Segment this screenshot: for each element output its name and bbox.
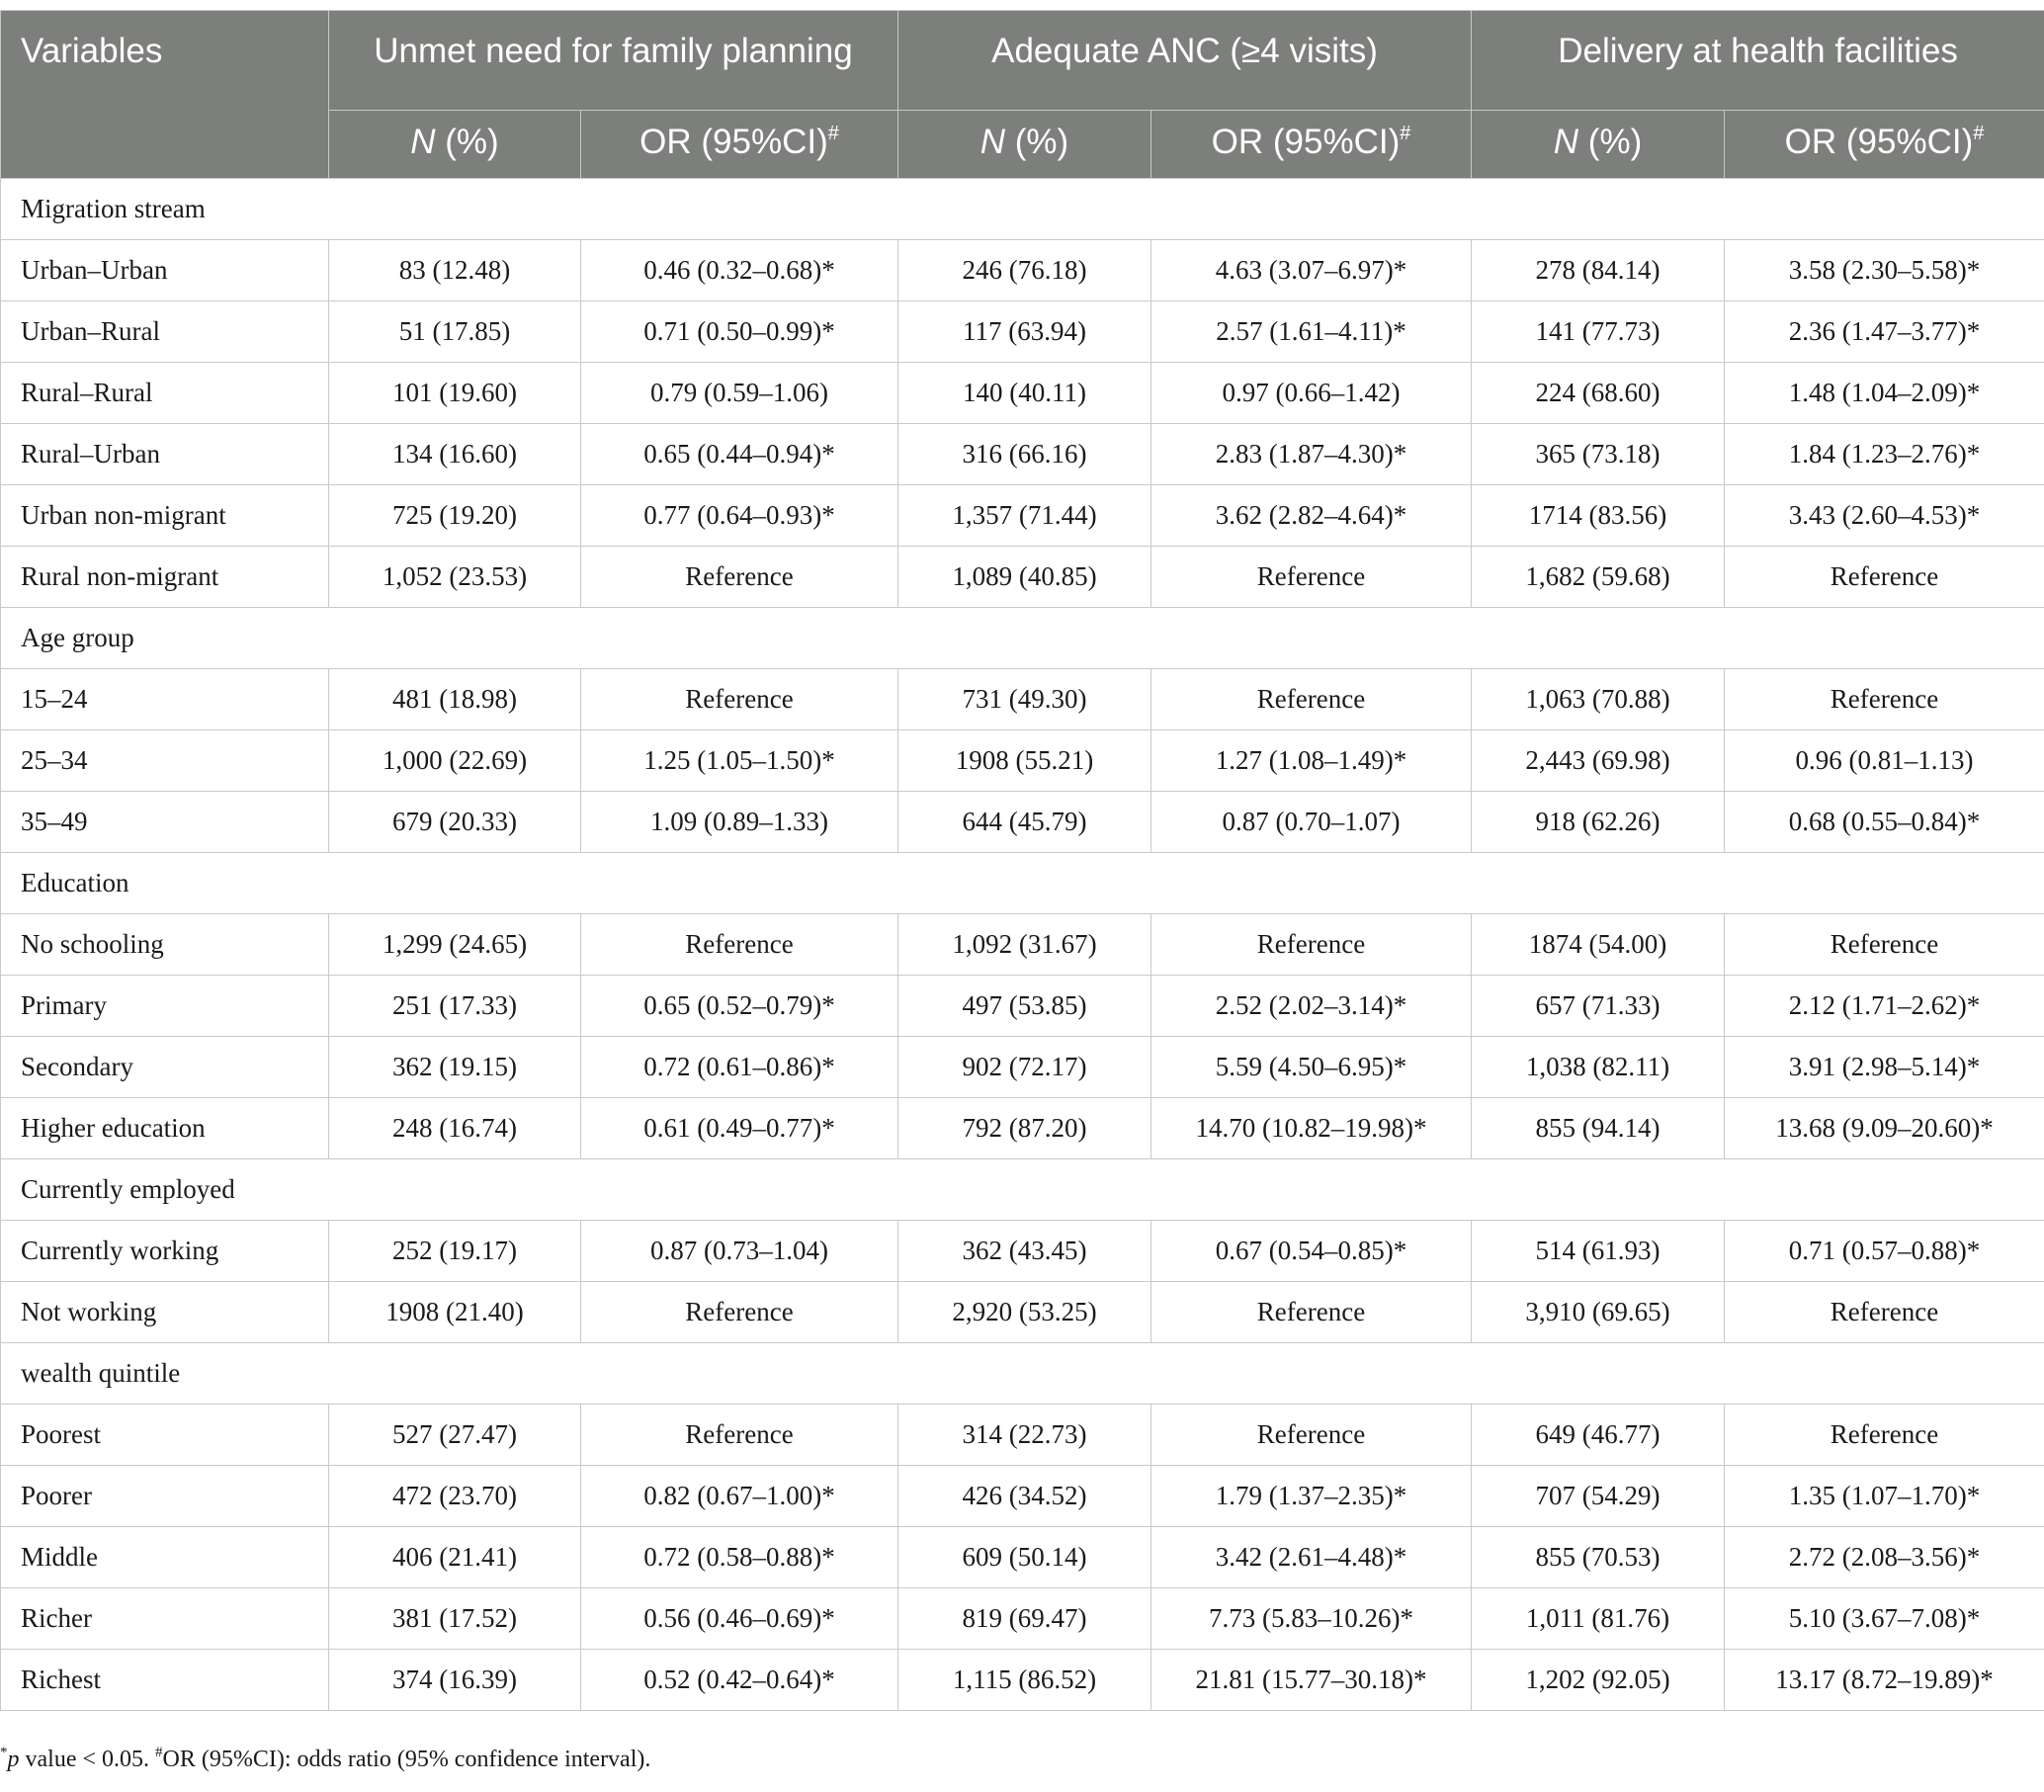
delivery-n-cell: 365 (73.18): [1472, 424, 1725, 485]
unmet-need-n-cell: 83 (12.48): [329, 240, 581, 301]
unmet-need-or-cell: 1.25 (1.05–1.50)*: [581, 730, 898, 792]
unmet-need-or-cell: 0.46 (0.32–0.68)*: [581, 240, 898, 301]
unmet-need-or-cell: 0.79 (0.59–1.06): [581, 363, 898, 424]
delivery-or-cell: Reference: [1725, 914, 2044, 976]
n-pct-header: N (%): [1472, 111, 1725, 179]
unmet-need-n-cell: 1,052 (23.53): [329, 547, 581, 608]
anc-or-cell: 7.73 (5.83–10.26)*: [1151, 1588, 1472, 1650]
unmet-need-n-cell: 1,000 (22.69): [329, 730, 581, 792]
anc-n-cell: 497 (53.85): [898, 976, 1151, 1037]
unmet-need-or-cell: 0.52 (0.42–0.64)*: [581, 1650, 898, 1711]
anc-or-cell: 4.63 (3.07–6.97)*: [1151, 240, 1472, 301]
anc-n-cell: 362 (43.45): [898, 1221, 1151, 1282]
unmet-need-n-cell: 527 (27.47): [329, 1405, 581, 1466]
delivery-n-cell: 1874 (54.00): [1472, 914, 1725, 976]
unmet-need-or-cell: 0.61 (0.49–0.77)*: [581, 1098, 898, 1159]
anc-or-cell: 1.79 (1.37–2.35)*: [1151, 1466, 1472, 1527]
n-pct-header: N (%): [329, 111, 581, 179]
anc-or-cell: 3.62 (2.82–4.64)*: [1151, 485, 1472, 547]
variable-label-cell: Rural–Urban: [1, 424, 329, 485]
variable-label-cell: Poorer: [1, 1466, 329, 1527]
group-label: Migration stream: [1, 179, 2044, 240]
delivery-n-cell: 1,011 (81.76): [1472, 1588, 1725, 1650]
unmet-need-n-cell: 481 (18.98): [329, 669, 581, 730]
anc-n-cell: 902 (72.17): [898, 1037, 1151, 1098]
anc-or-cell: Reference: [1151, 1282, 1472, 1343]
facility-delivery-header: Delivery at health facilities: [1472, 11, 2044, 111]
unmet-need-n-cell: 381 (17.52): [329, 1588, 581, 1650]
group-header-row: [1, 179, 2044, 240]
unmet-need-n-cell: 252 (19.17): [329, 1221, 581, 1282]
delivery-n-cell: 1,063 (70.88): [1472, 669, 1725, 730]
delivery-or-cell: Reference: [1725, 1282, 2044, 1343]
adequate-anc-header: Adequate ANC (≥4 visits): [898, 11, 1472, 111]
anc-or-cell: 2.52 (2.02–3.14)*: [1151, 976, 1472, 1037]
unmet-need-n-cell: 679 (20.33): [329, 792, 581, 853]
anc-or-cell: 21.81 (15.77–30.18)*: [1151, 1650, 1472, 1711]
table-header: [1, 11, 2044, 179]
anc-or-cell: 0.87 (0.70–1.07): [1151, 792, 1472, 853]
table-row: [1, 1527, 2044, 1588]
delivery-n-cell: 1,038 (82.11): [1472, 1037, 1725, 1098]
table-row: [1, 1405, 2044, 1466]
table-row: [1, 485, 2044, 547]
group-label: Currently employed: [1, 1159, 2044, 1221]
unmet-need-n-cell: 725 (19.20): [329, 485, 581, 547]
unmet-need-n-cell: 101 (19.60): [329, 363, 581, 424]
unmet-need-or-cell: 0.56 (0.46–0.69)*: [581, 1588, 898, 1650]
anc-or-cell: Reference: [1151, 669, 1472, 730]
variable-label-cell: Urban–Urban: [1, 240, 329, 301]
anc-or-cell: 2.57 (1.61–4.11)*: [1151, 301, 1472, 363]
delivery-or-cell: 0.68 (0.55–0.84)*: [1725, 792, 2044, 853]
delivery-n-cell: 918 (62.26): [1472, 792, 1725, 853]
table-row: [1, 914, 2044, 976]
unmet-need-or-cell: 0.65 (0.52–0.79)*: [581, 976, 898, 1037]
delivery-n-cell: 649 (46.77): [1472, 1405, 1725, 1466]
table-row: [1, 1588, 2044, 1650]
table-row: [1, 240, 2044, 301]
delivery-n-cell: 3,910 (69.65): [1472, 1282, 1725, 1343]
delivery-or-cell: 1.35 (1.07–1.70)*: [1725, 1466, 2044, 1527]
unmet-need-or-cell: 0.77 (0.64–0.93)*: [581, 485, 898, 547]
table-row: [1, 1221, 2044, 1282]
unmet-need-n-cell: 248 (16.74): [329, 1098, 581, 1159]
unmet-need-header: Unmet need for family planning: [329, 11, 898, 111]
delivery-n-cell: 514 (61.93): [1472, 1221, 1725, 1282]
anc-or-cell: 0.67 (0.54–0.85)*: [1151, 1221, 1472, 1282]
group-header-row: [1, 608, 2044, 669]
delivery-or-cell: 3.91 (2.98–5.14)*: [1725, 1037, 2044, 1098]
n-pct-header: N (%): [898, 111, 1151, 179]
delivery-n-cell: 141 (77.73): [1472, 301, 1725, 363]
delivery-or-cell: Reference: [1725, 1405, 2044, 1466]
variable-label-cell: Richer: [1, 1588, 329, 1650]
unmet-need-or-cell: 0.72 (0.61–0.86)*: [581, 1037, 898, 1098]
table-row: [1, 976, 2044, 1037]
variable-label-cell: 15–24: [1, 669, 329, 730]
delivery-or-cell: 5.10 (3.67–7.08)*: [1725, 1588, 2044, 1650]
unmet-need-or-cell: 0.72 (0.58–0.88)*: [581, 1527, 898, 1588]
variable-label-cell: Rural non-migrant: [1, 547, 329, 608]
variable-label-cell: No schooling: [1, 914, 329, 976]
anc-or-cell: Reference: [1151, 914, 1472, 976]
or-ci-header: OR (95%CI)#: [1151, 111, 1472, 179]
variable-label-cell: Currently working: [1, 1221, 329, 1282]
delivery-or-cell: 0.71 (0.57–0.88)*: [1725, 1221, 2044, 1282]
delivery-n-cell: 1,682 (59.68): [1472, 547, 1725, 608]
variable-label-cell: Secondary: [1, 1037, 329, 1098]
anc-n-cell: 609 (50.14): [898, 1527, 1151, 1588]
table-row: [1, 1037, 2044, 1098]
unmet-need-n-cell: 472 (23.70): [329, 1466, 581, 1527]
anc-or-cell: 3.42 (2.61–4.48)*: [1151, 1527, 1472, 1588]
delivery-n-cell: 1714 (83.56): [1472, 485, 1725, 547]
delivery-n-cell: 657 (71.33): [1472, 976, 1725, 1037]
delivery-n-cell: 855 (70.53): [1472, 1527, 1725, 1588]
variable-label-cell: Rural–Rural: [1, 363, 329, 424]
anc-n-cell: 2,920 (53.25): [898, 1282, 1151, 1343]
anc-n-cell: 246 (76.18): [898, 240, 1151, 301]
anc-n-cell: 792 (87.20): [898, 1098, 1151, 1159]
unmet-need-or-cell: Reference: [581, 914, 898, 976]
unmet-need-or-cell: Reference: [581, 1282, 898, 1343]
delivery-n-cell: 224 (68.60): [1472, 363, 1725, 424]
table-footnote: *p value < 0.05. #OR (95%CI): odds ratio (95% confidence interval).: [0, 1745, 651, 1772]
unmet-need-n-cell: 1908 (21.40): [329, 1282, 581, 1343]
anc-n-cell: 1,115 (86.52): [898, 1650, 1151, 1711]
unmet-need-or-cell: 0.82 (0.67–1.00)*: [581, 1466, 898, 1527]
unmet-need-n-cell: 362 (19.15): [329, 1037, 581, 1098]
variable-label-cell: Urban–Rural: [1, 301, 329, 363]
table-row: [1, 1282, 2044, 1343]
anc-n-cell: 140 (40.11): [898, 363, 1151, 424]
or-ci-header: OR (95%CI)#: [581, 111, 898, 179]
group-label: Age group: [1, 608, 2044, 669]
delivery-n-cell: 855 (94.14): [1472, 1098, 1725, 1159]
variable-label-cell: Higher education: [1, 1098, 329, 1159]
unmet-need-or-cell: Reference: [581, 547, 898, 608]
group-header-row: [1, 853, 2044, 914]
variable-label-cell: Richest: [1, 1650, 329, 1711]
anc-or-cell: 1.27 (1.08–1.49)*: [1151, 730, 1472, 792]
delivery-or-cell: 1.84 (1.23–2.76)*: [1725, 424, 2044, 485]
table-body: [1, 179, 2044, 1711]
table-row: [1, 547, 2044, 608]
group-label: Education: [1, 853, 2044, 914]
variable-label-cell: Urban non-migrant: [1, 485, 329, 547]
unmet-need-or-cell: 1.09 (0.89–1.33): [581, 792, 898, 853]
table-row: [1, 1098, 2044, 1159]
anc-n-cell: 1,092 (31.67): [898, 914, 1151, 976]
anc-n-cell: 316 (66.16): [898, 424, 1151, 485]
anc-n-cell: 644 (45.79): [898, 792, 1151, 853]
delivery-or-cell: 13.17 (8.72–19.89)*: [1725, 1650, 2044, 1711]
table-row: [1, 424, 2044, 485]
group-header-row: [1, 1159, 2044, 1221]
anc-or-cell: 14.70 (10.82–19.98)*: [1151, 1098, 1472, 1159]
delivery-or-cell: Reference: [1725, 547, 2044, 608]
delivery-or-cell: 2.12 (1.71–2.62)*: [1725, 976, 2044, 1037]
anc-or-cell: 0.97 (0.66–1.42): [1151, 363, 1472, 424]
anc-or-cell: Reference: [1151, 1405, 1472, 1466]
anc-n-cell: 117 (63.94): [898, 301, 1151, 363]
delivery-n-cell: 1,202 (92.05): [1472, 1650, 1725, 1711]
group-label: wealth quintile: [1, 1343, 2044, 1405]
anc-n-cell: 1908 (55.21): [898, 730, 1151, 792]
anc-n-cell: 1,089 (40.85): [898, 547, 1151, 608]
variable-label-cell: Not working: [1, 1282, 329, 1343]
variable-label-cell: 25–34: [1, 730, 329, 792]
delivery-or-cell: 0.96 (0.81–1.13): [1725, 730, 2044, 792]
unmet-need-or-cell: 0.71 (0.50–0.99)*: [581, 301, 898, 363]
table-row: [1, 1650, 2044, 1711]
unmet-need-n-cell: 406 (21.41): [329, 1527, 581, 1588]
anc-n-cell: 1,357 (71.44): [898, 485, 1151, 547]
unmet-need-n-cell: 374 (16.39): [329, 1650, 581, 1711]
anc-or-cell: 2.83 (1.87–4.30)*: [1151, 424, 1472, 485]
unmet-need-n-cell: 251 (17.33): [329, 976, 581, 1037]
variable-label-cell: 35–49: [1, 792, 329, 853]
unmet-need-or-cell: 0.87 (0.73–1.04): [581, 1221, 898, 1282]
anc-n-cell: 819 (69.47): [898, 1588, 1151, 1650]
delivery-n-cell: 278 (84.14): [1472, 240, 1725, 301]
delivery-or-cell: 2.72 (2.08–3.56)*: [1725, 1527, 2044, 1588]
anc-n-cell: 426 (34.52): [898, 1466, 1151, 1527]
variable-label-cell: Middle: [1, 1527, 329, 1588]
group-header-row: [1, 1343, 2044, 1405]
delivery-or-cell: 3.58 (2.30–5.58)*: [1725, 240, 2044, 301]
delivery-or-cell: 1.48 (1.04–2.09)*: [1725, 363, 2044, 424]
delivery-or-cell: 13.68 (9.09–20.60)*: [1725, 1098, 2044, 1159]
delivery-or-cell: 3.43 (2.60–4.53)*: [1725, 485, 2044, 547]
table-row: [1, 1466, 2044, 1527]
unmet-need-or-cell: Reference: [581, 1405, 898, 1466]
unmet-need-or-cell: Reference: [581, 669, 898, 730]
table-row: [1, 363, 2044, 424]
delivery-n-cell: 2,443 (69.98): [1472, 730, 1725, 792]
or-ci-header: OR (95%CI)#: [1725, 111, 2044, 179]
anc-n-cell: 731 (49.30): [898, 669, 1151, 730]
variable-label-cell: Primary: [1, 976, 329, 1037]
delivery-or-cell: Reference: [1725, 669, 2044, 730]
unmet-need-or-cell: 0.65 (0.44–0.94)*: [581, 424, 898, 485]
unmet-need-n-cell: 1,299 (24.65): [329, 914, 581, 976]
table-row: [1, 730, 2044, 792]
delivery-or-cell: 2.36 (1.47–3.77)*: [1725, 301, 2044, 363]
table-row: [1, 669, 2044, 730]
variables-header: Variables: [1, 11, 329, 179]
delivery-n-cell: 707 (54.29): [1472, 1466, 1725, 1527]
unmet-need-n-cell: 134 (16.60): [329, 424, 581, 485]
results-table: [0, 10, 2044, 1711]
table-row: [1, 301, 2044, 363]
anc-n-cell: 314 (22.73): [898, 1405, 1151, 1466]
table-row: [1, 792, 2044, 853]
variable-label-cell: Poorest: [1, 1405, 329, 1466]
anc-or-cell: Reference: [1151, 547, 1472, 608]
anc-or-cell: 5.59 (4.50–6.95)*: [1151, 1037, 1472, 1098]
unmet-need-n-cell: 51 (17.85): [329, 301, 581, 363]
